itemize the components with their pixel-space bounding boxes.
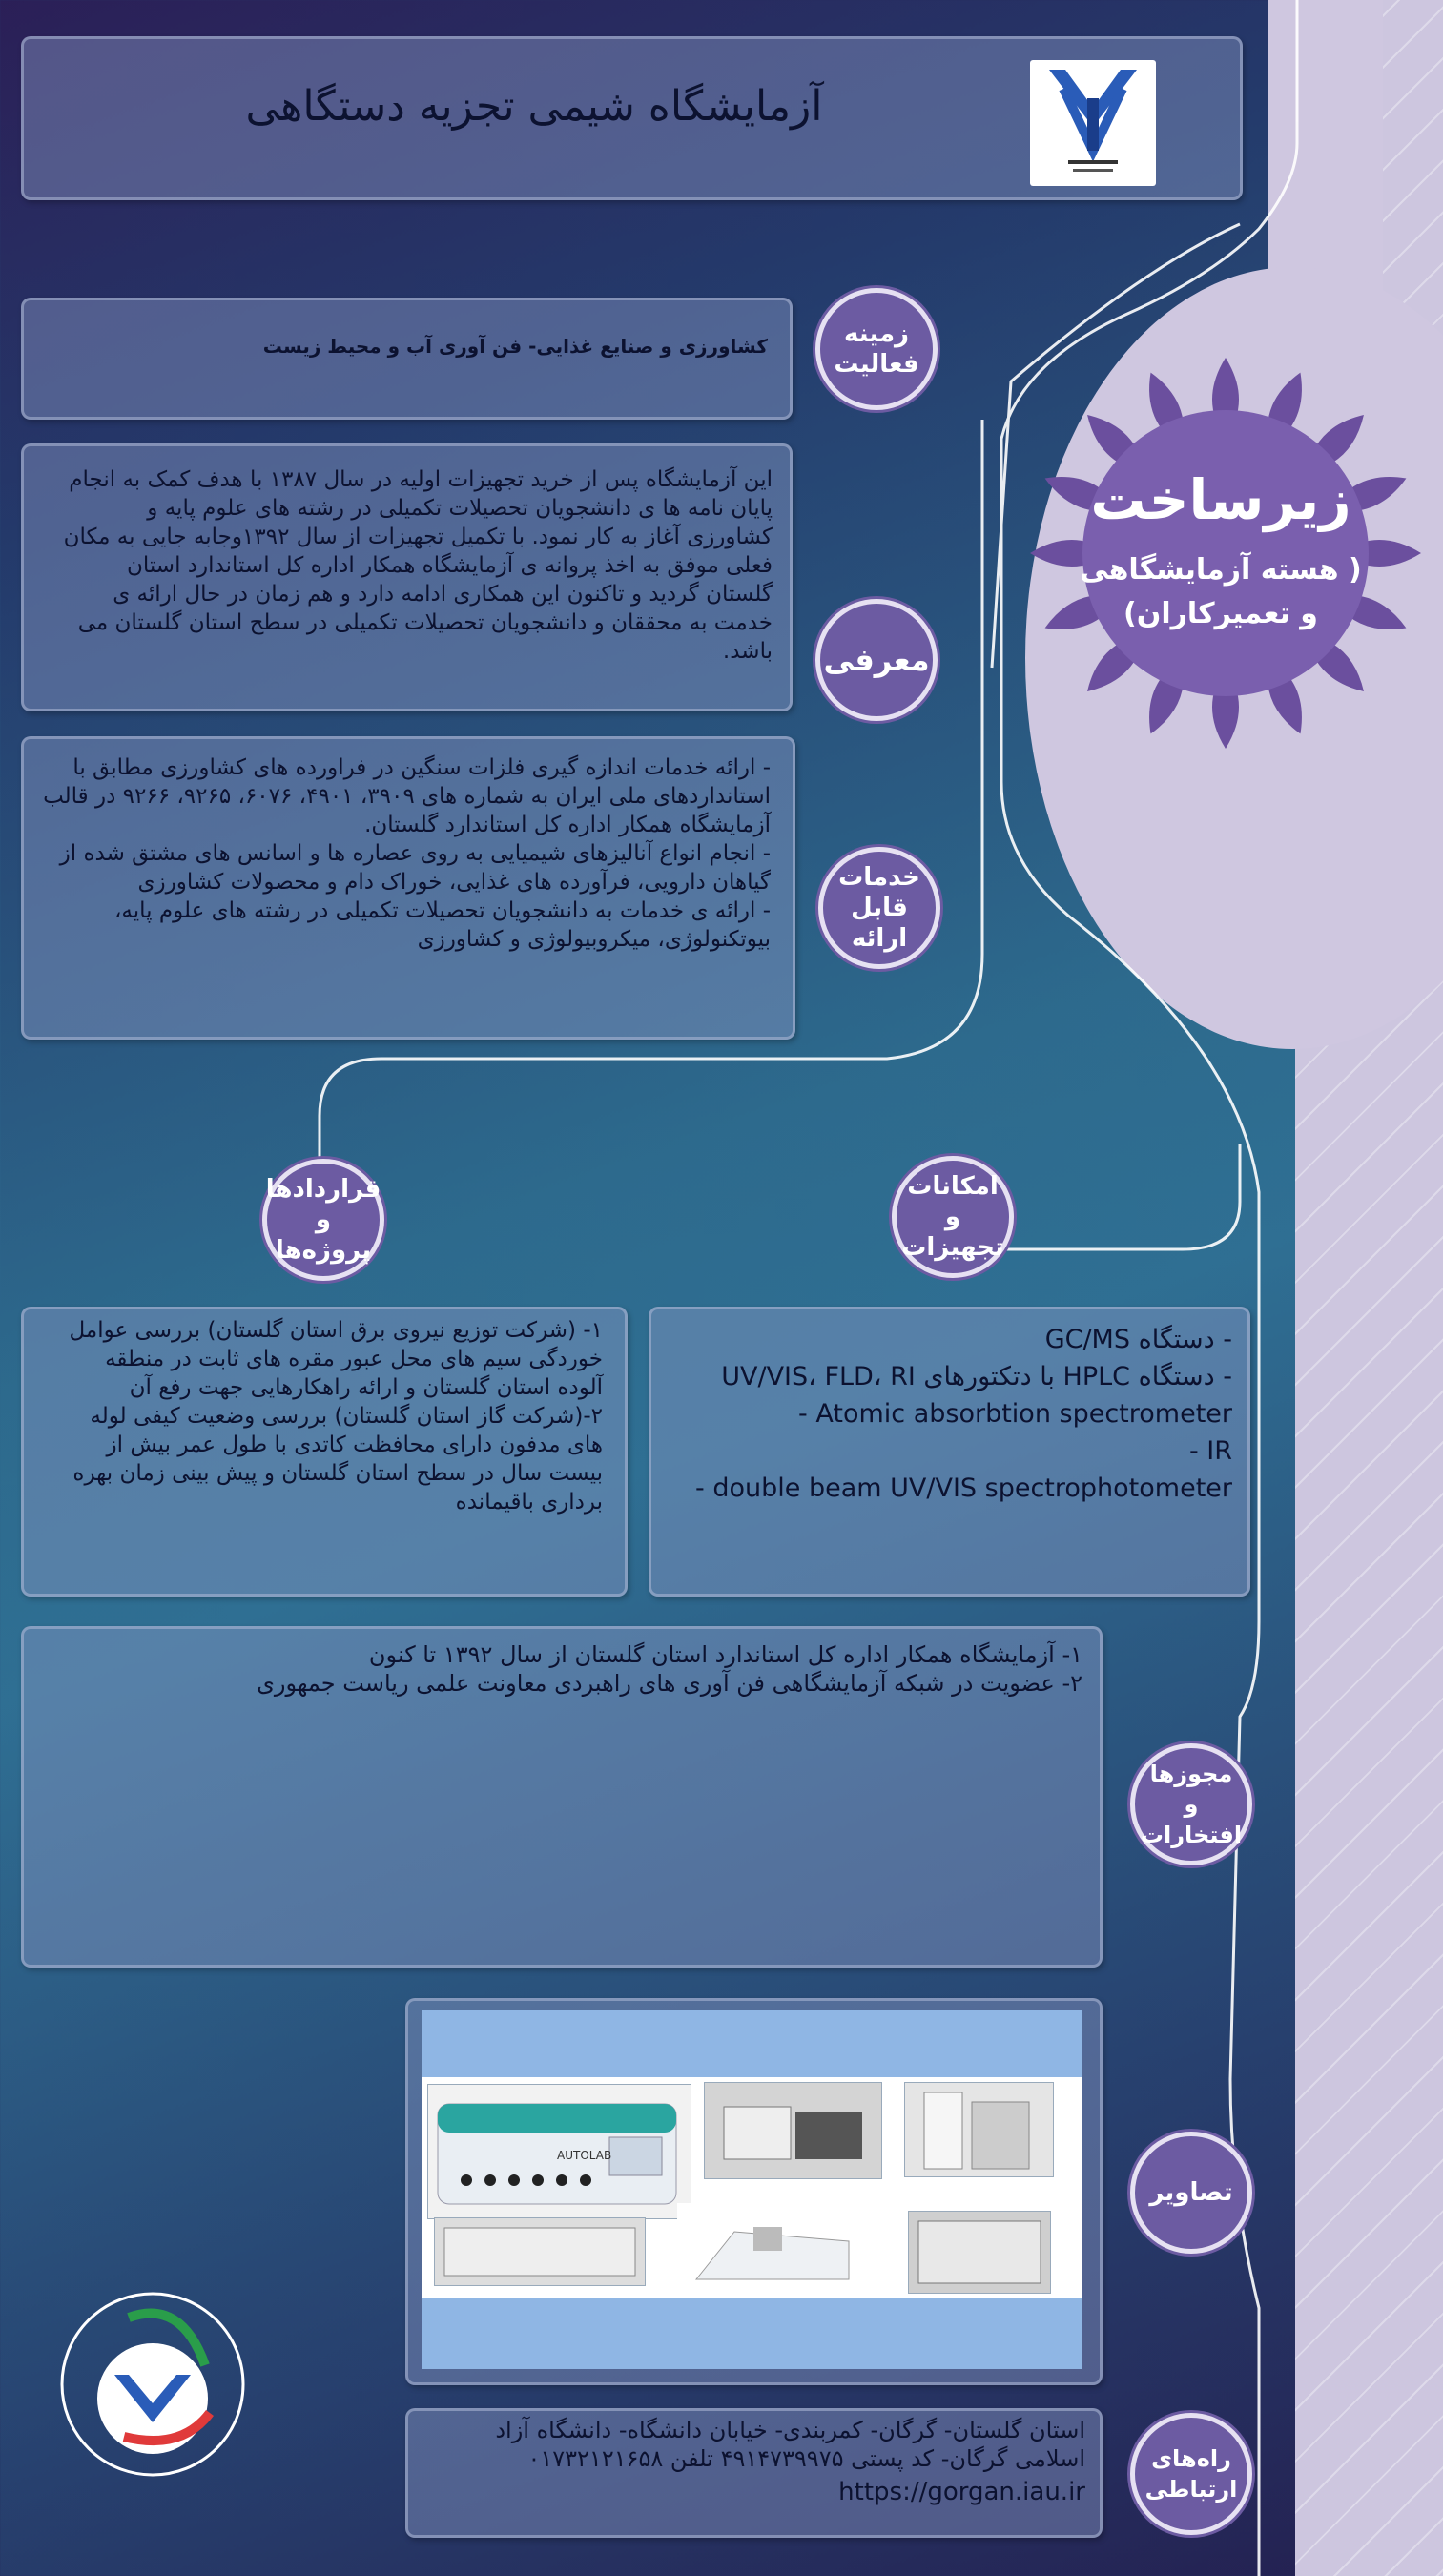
field-badge: زمینه فعالیت [815, 288, 938, 410]
photo-instrument-label: AUTOLAB [557, 2149, 612, 2162]
sidebar-subtitle: ( هسته آزمایشگاهی و تعمیرکاران) [1080, 553, 1362, 630]
instrument-icon [428, 2085, 691, 2218]
photo-instrument [434, 2217, 646, 2286]
contact-text: استان گلستان- گرگان- کمربندی- خیابان دانشگاه- دانشگاه آزاد اسلامی گرگان- کد پستی ۴۹۱۴۷۳۹۹۷۵ تلفن ۰۱۷۳۲۱۲۱۶۵۸ [495, 2417, 1085, 2472]
university-logo-icon [1030, 60, 1156, 186]
intro-badge: معرفی [815, 599, 938, 721]
photo-instrument [908, 2211, 1051, 2294]
anniversary-emblem-icon [38, 2260, 267, 2518]
intro-text: این آزمایشگاه پس از خرید تجهیزات اولیه در سال ۱۳۸۷ با هدف کمک به انجام پایان نامه ها ی دانشجویان تحصیلات تکمیلی در رشته های علوم پایه و کشاورزی آغاز به کار نمود. با تکمیل تجهیزات از سال ۱۳۹۲وجابه جایی به مکان فعلی موفق به اخذ پروانه ی آزمایشگاه همکار اداره کل استاندارد استان گلستان گردید و تاکنون این همکاری ادامه دارد و هم زمان در حال ارائه ی خدمت به محققان و دانشجویان تحصیلات تکمیلی در سطح استان گلستان می باشد. [63, 467, 773, 664]
photo-instrument [704, 2082, 882, 2179]
contracts-badge: قراردادها و پروژه‌ها [262, 1159, 384, 1281]
sidebar-title: زیرساخت [1090, 467, 1351, 532]
equipment-item: - دستگاه HPLC با دتکتورهای UV/VIS، FLD، RI [721, 1362, 1232, 1391]
equipment-list [668, 1321, 1232, 1507]
equipment-item: - double beam UV/VIS spectrophotometer [695, 1473, 1232, 1503]
contact-badge: راه‌های ارتباطی [1130, 2413, 1252, 2535]
images-badge: تصاویر [1130, 2132, 1252, 2254]
field-text: کشاورزی و صنایع غذایی- فن آوری آب و محیط زیست [262, 335, 768, 358]
contracts-text: ۱- (شرکت توزیع نیروی برق استان گلستان) بررسی عوامل خوردگی سیم های محل عبور مقره های ثابت در منطقه آلوده استان گلستان و ارائه راهکارهایی جهت رفع آن ۲-(شرکت گاز استان گلستان) بررسی وضعیت کیفی لوله های مدفون دارای محافظت کاتدی با طول عمر بیش از بیست سال در سطح استان گلستان و پیش بینی زمان بهره برداری باقیمانده [69, 1318, 603, 1515]
anniversary-emblem [38, 2260, 267, 2518]
licenses-text: ۱- آزمایشگاه همکار اداره کل استاندارد استان گلستان از سال ۱۳۹۲ تا کنون ۲- عضویت در شبکه آزمایشگاهی فن آوری های راهبردی معاونت علمی ریاست جمهوری [257, 1641, 1082, 1697]
equipment-item: - Atomic absorbtion spectrometer [798, 1399, 1232, 1429]
photo-autolab [427, 2084, 691, 2219]
services-text: - ارائه خدمات اندازه گیری فلزات سنگین در فراورده های کشاورزی مطابق با استانداردهای ملی ایران به شماره های ۳۹۰۹، ۴۹۰۱، ۶۰۷۶، ۹۲۶۵، ۹۲۶۶ در قالب آزمایشگاه همکار اداره کل استاندارد گلستان. - انجام انواع آنالیزهای شیمیایی به روی عصاره ها و اسانس های مشتق شده از گیاهان دارویی، فرآورده های غذایی، خوراک دام و محصولات کشاورزی - ارائه ی خدمات به دانشجویان تحصیلات تکمیلی در رشته های علوم پایه، بیوتکنولوژی، میکروبیولوژی و کشاورزی [43, 755, 771, 952]
page-title: آزمایشگاه شیمی تجزیه دستگاهی [245, 82, 823, 131]
instrument-icon [909, 2212, 1050, 2293]
photo-instrument [677, 2203, 868, 2294]
equipment-badge: امکانات و تجهیزات [892, 1156, 1014, 1278]
university-logo [1030, 60, 1156, 186]
contact-website-link[interactable]: https://gorgan.iau.ir [838, 2478, 1085, 2506]
instrument-icon [677, 2203, 868, 2294]
photo-instrument [904, 2082, 1054, 2177]
instrument-icon [435, 2218, 645, 2285]
services-badge: خدمات قابل ارائه [818, 847, 940, 969]
instrument-icon [705, 2083, 881, 2178]
instrument-icon [905, 2083, 1053, 2176]
equipment-item: - IR [1188, 1436, 1232, 1466]
licenses-badge: مجوزها و افتخارات [1130, 1743, 1252, 1865]
equipment-item: - دستگاه GC/MS [1044, 1325, 1232, 1354]
